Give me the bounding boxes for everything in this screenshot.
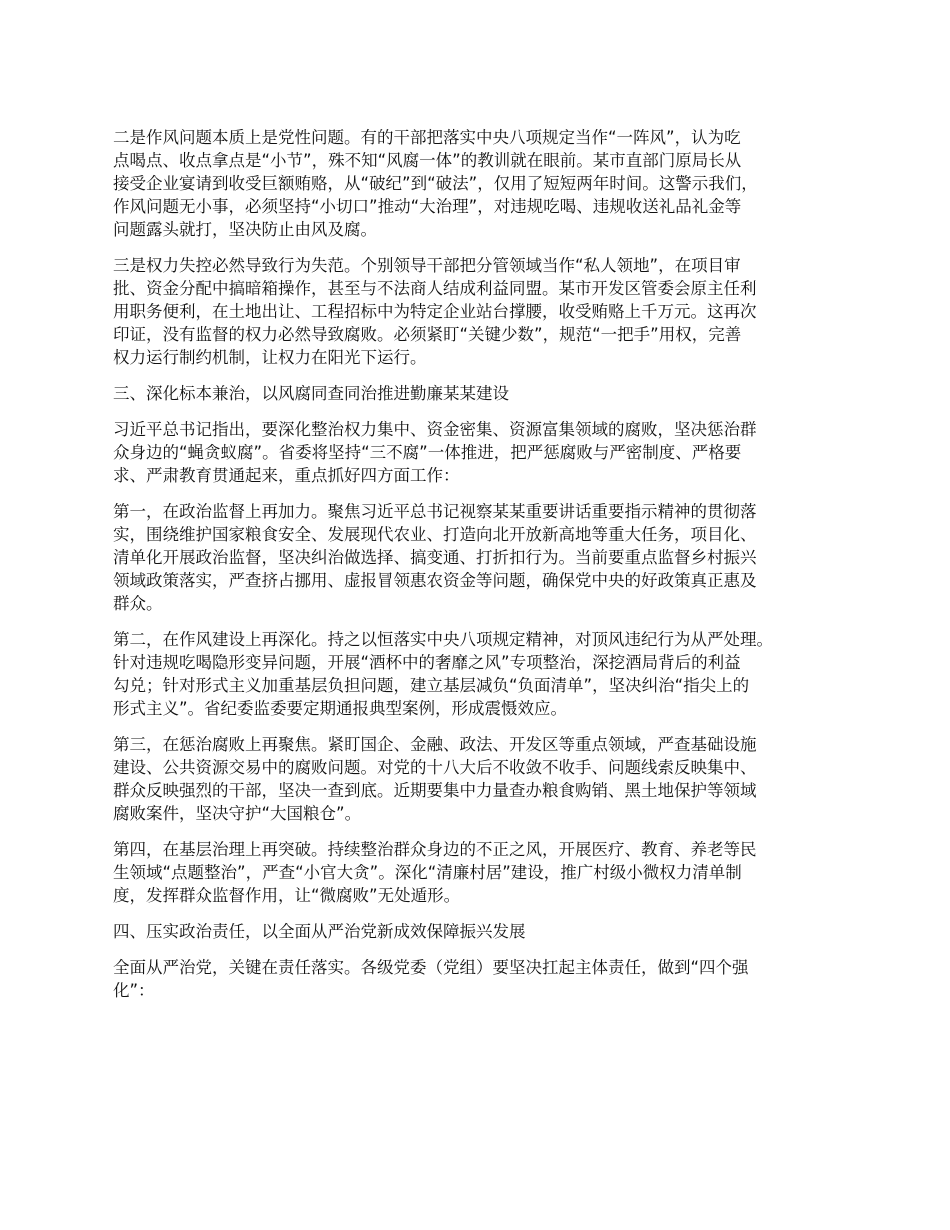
section-heading-3: 三、深化标本兼治，以风腐同查同治推进勤廉某某建设 (113, 384, 509, 403)
paragraph-first-political-supervision: 第一，在政治监督上再加力。聚焦习近平总书记视察某某重要讲话重要指示精神的贯彻落 实，围绕维护国家粮食安全、发展现代农业、打造向北开放新高地等重大任务，项目化、 清单化开展政治监督，坚决纠治做选择、搞变通、打折扣行为。当前要重点监督乡村振兴 领域政策落实，严查挤占挪用、虚报冒领惠农资金等问题，确保党中央的好政策真正惠及 群众。 (113, 502, 757, 613)
paragraph-style-problem: 二是作风问题本质上是党性问题。有的干部把落实中央八项规定当作“一阵风”，认为吃 点喝点、收点拿点是“小节”，殊不知“风腐一体”的教训就在眼前。某市直部门原局长从 接受企业宴请到收受巨额贿赂，从“破纪”到“破法”，仅用了短短两年时间。这警示我们， 作风问题无小事，必须坚持“小切口”推动“大治理”，对违规吃喝、违规收送礼品礼金等 问题露头就打，坚决防止由风及腐。 (113, 128, 758, 239)
paragraph-third-punish-corruption: 第三，在惩治腐败上再聚焦。紧盯国企、金融、政法、开发区等重点领域，严查基础设施 建设、公共资源交易中的腐败问题。对党的十八大后不收敛不收手、问题线索反映集中、 群众反映强烈的干部，坚决一查到底。近期要集中力量查办粮食购销、黑土地保护等领域 腐败案件，坚决守护“大国粮仓”。 (113, 735, 757, 823)
section-heading-4: 四、压实政治责任，以全面从严治党新成效保障振兴发展 (113, 922, 526, 941)
paragraph-fourth-grassroots-governance: 第四，在基层治理上再突破。持续整治群众身边的不正之风，开展医疗、教育、养老等民 生领域“点题整治”，严查“小官大贪”。深化“清廉村居”建设，推广村级小微权力清单制 度，发挥群众监督作用，让“微腐败”无处遁形。 (113, 840, 757, 905)
paragraph-xi-instruction: 习近平总书记指出，要深化整治权力集中、资金密集、资源富集领域的腐败，坚决惩治群 众身边的“蝇贪蚁腐”。省委将坚持“三不腐”一体推进，把严惩腐败与严密制度、严格要 求、严肃教育贯通起来，重点抓好四方面工作： (113, 420, 757, 485)
paragraph-second-style-building: 第二，在作风建设上再深化。持之以恒落实中央八项规定精神，对顶风违纪行为从严处理。 针对违规吃喝隐形变异问题，开展“酒杯中的奢靡之风”专项整治，深挖酒局背后的利益 勾兑；针对形式主义加重基层负担问题，建立基层减负“负面清单”，坚决纠治“指尖上的 形式主义”。省纪委监委要定期通报典型案例，形成震慑效应。 (113, 630, 773, 718)
paragraph-responsibility: 全面从严治党，关键在责任落实。各级党委（党组）要坚决扛起主体责任，做到“四个强 化”： (113, 958, 749, 1000)
paragraph-power-out-of-control: 三是权力失控必然导致行为失范。个别领导干部把分管领域当作“私人领地”，在项目审 批、资金分配中搞暗箱操作，甚至与不法商人结成利益同盟。某市开发区管委会原主任利 用职务便利，在土地出让、工程招标中为特定企业站台撑腰，收受贿赂上千万元。这再次 印证，没有监督的权力必然导致腐败。必须紧盯“关键少数”，规范“一把手”用权，完善 权力运行制约机制，让权力在阳光下运行。 (113, 256, 757, 367)
document-body (113, 126, 850, 1015)
